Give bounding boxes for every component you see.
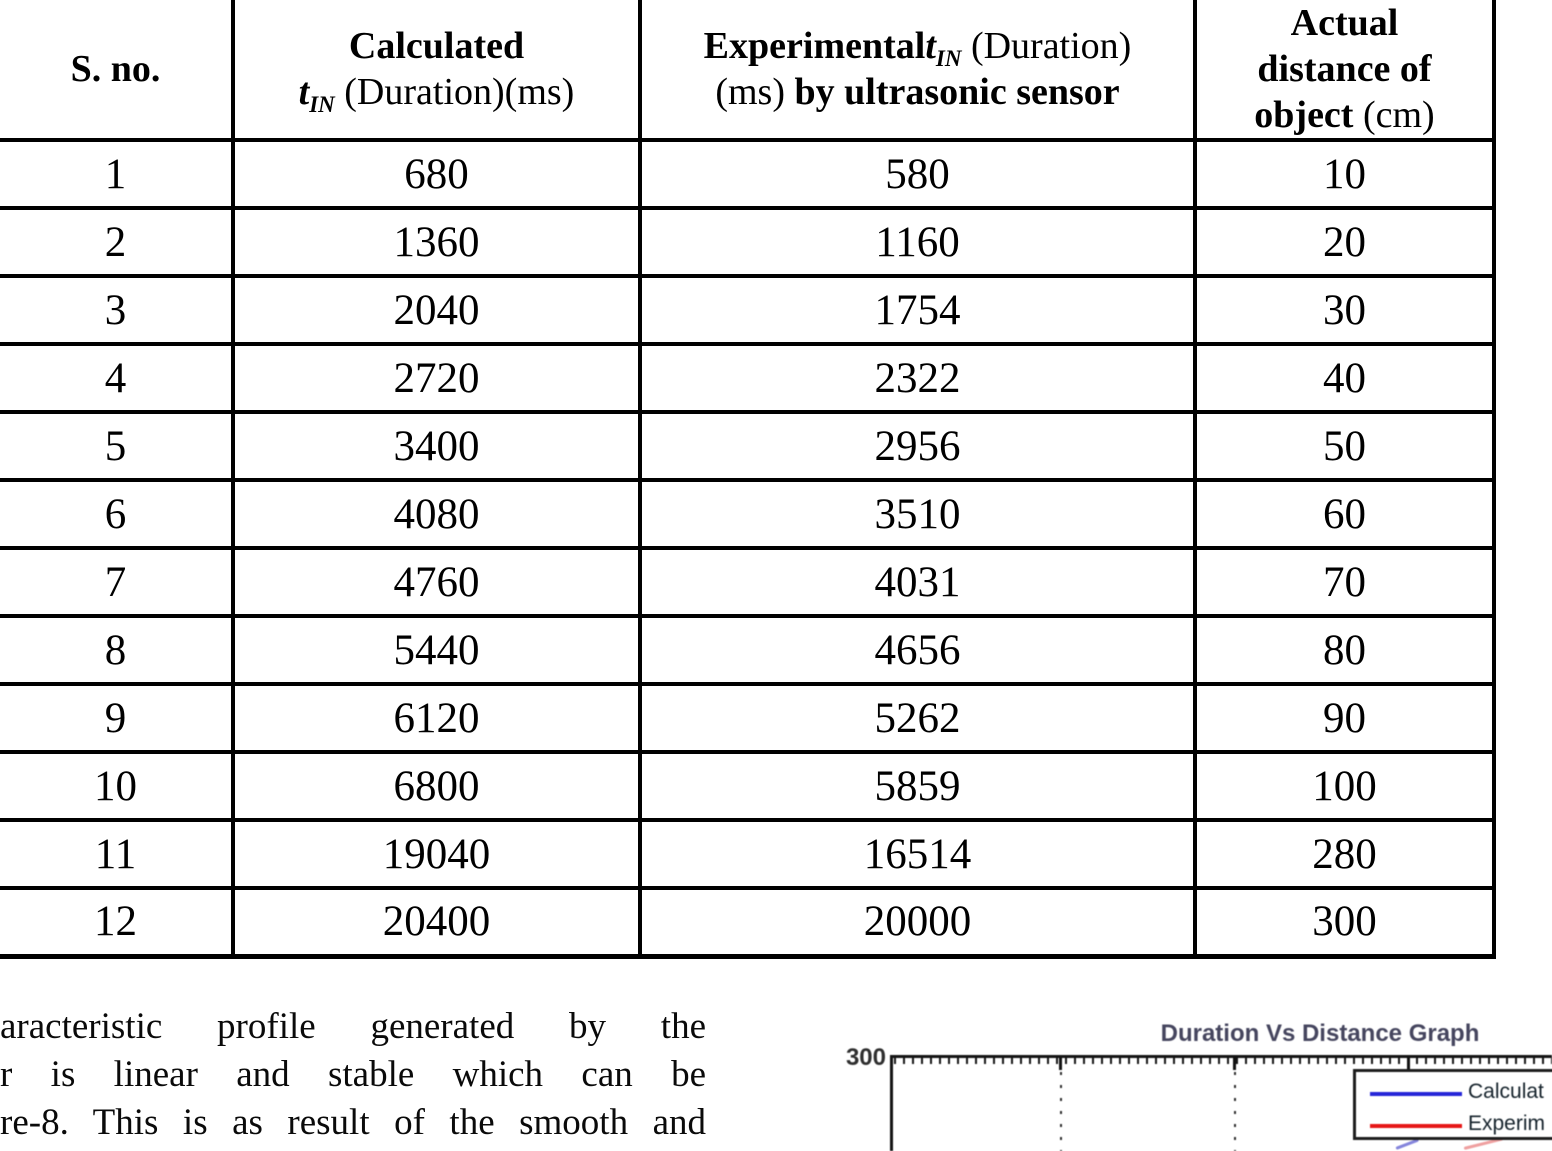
table-row xyxy=(0,616,1494,684)
body-paragraph xyxy=(0,1003,706,1147)
table-cell: 4 xyxy=(0,344,233,412)
table-cell: 2040 xyxy=(233,276,640,344)
table-cell: 9 xyxy=(0,684,233,752)
table-cell: 1 xyxy=(0,140,233,208)
table-cell: 1160 xyxy=(640,208,1195,276)
table-cell: 2322 xyxy=(640,344,1195,412)
table-cell: 4656 xyxy=(640,616,1195,684)
table-cell: 20000 xyxy=(640,888,1195,956)
table-row xyxy=(0,276,1494,344)
experimental-legend-line xyxy=(1370,1124,1462,1128)
header-line: object (cm) xyxy=(1254,94,1435,136)
table-cell: 5440 xyxy=(233,616,640,684)
table-cell: 680 xyxy=(233,140,640,208)
header-line: $t_{IN}$ (Duration)(ms) xyxy=(298,71,575,117)
table-cell: 19040 xyxy=(233,820,640,888)
table-cell: 6800 xyxy=(233,752,640,820)
table-cell: 2 xyxy=(0,208,233,276)
body-text-line-2: r is linear and stable which can be xyxy=(0,1054,706,1095)
table-row xyxy=(0,344,1494,412)
table-cell: 3510 xyxy=(640,480,1195,548)
table-cell: 20400 xyxy=(233,888,640,956)
table-cell: 4080 xyxy=(233,480,640,548)
table-cell: 12 xyxy=(0,888,233,956)
table-cell: 30 xyxy=(1195,276,1494,344)
table-row xyxy=(0,684,1494,752)
table-row xyxy=(0,752,1494,820)
table-cell: 8 xyxy=(0,616,233,684)
axis-major-tick xyxy=(1233,1057,1236,1070)
x-axis-top-line xyxy=(890,1055,1552,1058)
table-cell: 20 xyxy=(1195,208,1494,276)
axis-major-tick xyxy=(1407,1057,1410,1070)
table-cell: 40 xyxy=(1195,344,1494,412)
table-cell: 10 xyxy=(0,752,233,820)
body-text-line-1: aracteristic profile generated by the xyxy=(0,1006,706,1047)
table-row xyxy=(0,820,1494,888)
table-row xyxy=(0,480,1494,548)
header-s-no: S. no. xyxy=(0,0,233,140)
table-cell: 60 xyxy=(1195,480,1494,548)
table-cell: 6120 xyxy=(233,684,640,752)
experimental-curve-segment xyxy=(1464,1137,1504,1150)
table-cell: 7 xyxy=(0,548,233,616)
header-line: Actual xyxy=(1290,2,1399,44)
axis-minor-ticks xyxy=(894,1058,1552,1064)
table-cell: 4760 xyxy=(233,548,640,616)
table-row xyxy=(0,208,1494,276)
header-line: (ms) by ultrasonic sensor xyxy=(715,71,1120,113)
header-line: Experimentalt$_{IN}$ (Duration) xyxy=(703,25,1132,71)
table-row xyxy=(0,140,1494,208)
table-cell: 16514 xyxy=(640,820,1195,888)
vertical-gridline xyxy=(1060,1072,1062,1151)
table-cell: 2956 xyxy=(640,412,1195,480)
table-cell: 100 xyxy=(1195,752,1494,820)
table-cell: 5859 xyxy=(640,752,1195,820)
table-row xyxy=(0,888,1494,956)
header-calculated-duration xyxy=(233,0,640,140)
table-cell: 80 xyxy=(1195,616,1494,684)
table-row xyxy=(0,548,1494,616)
table-row xyxy=(0,412,1494,480)
table-cell: 11 xyxy=(0,820,233,888)
header-line: distance of xyxy=(1257,48,1432,90)
chart-legend xyxy=(1353,1069,1552,1140)
table-cell: 90 xyxy=(1195,684,1494,752)
table-cell: 1754 xyxy=(640,276,1195,344)
body-text-line-3: re-8. This is as result of the smooth and xyxy=(0,1102,706,1143)
table-cell: 5262 xyxy=(640,684,1195,752)
header-experimental-duration xyxy=(640,0,1195,140)
table-cell: 6 xyxy=(0,480,233,548)
table-header-row xyxy=(0,0,1494,140)
y-axis-max-tick-label: 300 xyxy=(845,1044,886,1071)
table-cell: 300 xyxy=(1195,888,1494,956)
table-cell: 3 xyxy=(0,276,233,344)
table-cell: 280 xyxy=(1195,820,1494,888)
calculated-curve-segment xyxy=(1395,1138,1418,1149)
table-cell: 10 xyxy=(1195,140,1494,208)
chart-title: Duration Vs Distance Graph xyxy=(1160,1020,1480,1047)
vertical-gridline xyxy=(1234,1072,1236,1151)
table-cell: 1360 xyxy=(233,208,640,276)
table-cell: 50 xyxy=(1195,412,1494,480)
header-actual-distance xyxy=(1195,0,1494,140)
table-cell: 5 xyxy=(0,412,233,480)
table-cell: 4031 xyxy=(640,548,1195,616)
header-line: Calculated xyxy=(348,25,525,67)
table-cell: 70 xyxy=(1195,548,1494,616)
calculated-legend-label: Calculat xyxy=(1468,1080,1544,1103)
table-cell: 580 xyxy=(640,140,1195,208)
calculated-legend-line xyxy=(1370,1092,1462,1096)
experimental-legend-label: Experim xyxy=(1468,1112,1546,1135)
y-axis-line xyxy=(890,1055,893,1151)
table-cell: 2720 xyxy=(233,344,640,412)
table-cell: 3400 xyxy=(233,412,640,480)
axis-major-tick xyxy=(1059,1057,1062,1070)
